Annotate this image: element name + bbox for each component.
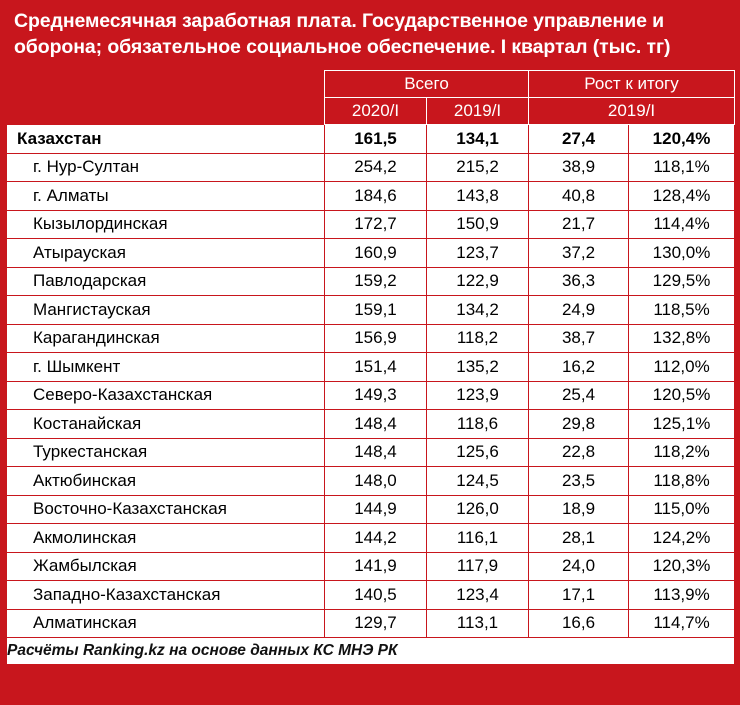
- cell-value-2020: 144,2: [325, 524, 427, 553]
- cell-region: Западно-Казахстанская: [7, 581, 325, 610]
- cell-value-2020: 184,6: [325, 182, 427, 211]
- table-row: [7, 353, 735, 382]
- cell-value-2020: 140,5: [325, 581, 427, 610]
- cell-value-2019: 215,2: [427, 153, 529, 182]
- cell-region: Кызылординская: [7, 210, 325, 239]
- cell-value-2019: 113,1: [427, 609, 529, 638]
- cell-diff: 27,4: [529, 125, 629, 154]
- cell-value-2019: 134,1: [427, 125, 529, 154]
- cell-value-2019: 134,2: [427, 296, 529, 325]
- cell-region: Северо-Казахстанская: [7, 381, 325, 410]
- cell-growth: 132,8%: [629, 324, 735, 353]
- table-row: [7, 210, 735, 239]
- cell-growth: 112,0%: [629, 353, 735, 382]
- source-note-row: [7, 638, 735, 665]
- source-note: Расчёты Ranking.kz на основе данных КС МНЭ РК: [7, 638, 735, 665]
- cell-value-2019: 123,7: [427, 239, 529, 268]
- table-header-sub-row: [7, 98, 735, 125]
- cell-diff: 22,8: [529, 438, 629, 467]
- cell-value-2020: 159,2: [325, 267, 427, 296]
- table-header-group-row: [7, 71, 735, 98]
- table-row: [7, 581, 735, 610]
- cell-value-2020: 159,1: [325, 296, 427, 325]
- header-col-growth-2019: 2019/I: [529, 98, 735, 125]
- cell-value-2020: 161,5: [325, 125, 427, 154]
- cell-region: Атырауская: [7, 239, 325, 268]
- cell-growth: 129,5%: [629, 267, 735, 296]
- cell-growth: 128,4%: [629, 182, 735, 211]
- cell-growth: 125,1%: [629, 410, 735, 439]
- table-row: [7, 153, 735, 182]
- header-group-total: Всего: [325, 71, 529, 98]
- cell-value-2020: 254,2: [325, 153, 427, 182]
- table-row: [7, 267, 735, 296]
- table-header: [7, 71, 735, 125]
- cell-value-2020: 156,9: [325, 324, 427, 353]
- cell-region: Мангистауская: [7, 296, 325, 325]
- cell-value-2019: 122,9: [427, 267, 529, 296]
- cell-value-2019: 117,9: [427, 552, 529, 581]
- cell-value-2020: 149,3: [325, 381, 427, 410]
- cell-value-2020: 172,7: [325, 210, 427, 239]
- table-row: [7, 296, 735, 325]
- cell-value-2020: 160,9: [325, 239, 427, 268]
- table-row: [7, 609, 735, 638]
- cell-region: Костанайская: [7, 410, 325, 439]
- table-row: [7, 381, 735, 410]
- table-row: [7, 552, 735, 581]
- cell-diff: 24,0: [529, 552, 629, 581]
- cell-value-2019: 150,9: [427, 210, 529, 239]
- cell-value-2019: 123,4: [427, 581, 529, 610]
- header-col-2019: 2019/I: [427, 98, 529, 125]
- cell-diff: 23,5: [529, 467, 629, 496]
- cell-value-2019: 123,9: [427, 381, 529, 410]
- cell-value-2019: 116,1: [427, 524, 529, 553]
- header-col-2020: 2020/I: [325, 98, 427, 125]
- table-footer: [7, 638, 735, 665]
- cell-region: Акмолинская: [7, 524, 325, 553]
- cell-region: Павлодарская: [7, 267, 325, 296]
- cell-value-2019: 124,5: [427, 467, 529, 496]
- cell-diff: 18,9: [529, 495, 629, 524]
- cell-value-2020: 144,9: [325, 495, 427, 524]
- cell-growth: 118,2%: [629, 438, 735, 467]
- cell-value-2019: 143,8: [427, 182, 529, 211]
- cell-diff: 36,3: [529, 267, 629, 296]
- cell-growth: 120,5%: [629, 381, 735, 410]
- cell-diff: 16,2: [529, 353, 629, 382]
- cell-diff: 17,1: [529, 581, 629, 610]
- page-title: Среднемесячная заработная плата. Государственное управление и оборона; обязательное социальное обеспечение. I квартал (тыс. тг): [14, 10, 671, 58]
- cell-value-2019: 126,0: [427, 495, 529, 524]
- cell-growth: 114,4%: [629, 210, 735, 239]
- cell-region: Карагандинская: [7, 324, 325, 353]
- cell-value-2020: 141,9: [325, 552, 427, 581]
- cell-region: Актюбинская: [7, 467, 325, 496]
- table-row: [7, 324, 735, 353]
- cell-value-2019: 118,2: [427, 324, 529, 353]
- cell-diff: 38,9: [529, 153, 629, 182]
- cell-growth: 118,8%: [629, 467, 735, 496]
- cell-growth: 114,7%: [629, 609, 735, 638]
- cell-value-2020: 129,7: [325, 609, 427, 638]
- cell-value-2019: 118,6: [427, 410, 529, 439]
- table-row: [7, 125, 735, 154]
- cell-region: г. Нур-Султан: [7, 153, 325, 182]
- table-row: [7, 239, 735, 268]
- cell-growth: 124,2%: [629, 524, 735, 553]
- cell-growth: 118,5%: [629, 296, 735, 325]
- cell-diff: 40,8: [529, 182, 629, 211]
- cell-value-2019: 125,6: [427, 438, 529, 467]
- cell-region: г. Шымкент: [7, 353, 325, 382]
- cell-value-2019: 135,2: [427, 353, 529, 382]
- cell-growth: 130,0%: [629, 239, 735, 268]
- cell-growth: 120,3%: [629, 552, 735, 581]
- cell-diff: 25,4: [529, 381, 629, 410]
- cell-region: Алматинская: [7, 609, 325, 638]
- header-group-growth: Рост к итогу: [529, 71, 735, 98]
- cell-growth: 115,0%: [629, 495, 735, 524]
- header-corner-blank: [7, 71, 325, 98]
- wages-table: [6, 70, 735, 665]
- table-row: [7, 495, 735, 524]
- cell-region: Жамбылская: [7, 552, 325, 581]
- table-row: [7, 182, 735, 211]
- cell-region: Туркестанская: [7, 438, 325, 467]
- cell-value-2020: 151,4: [325, 353, 427, 382]
- cell-diff: 37,2: [529, 239, 629, 268]
- cell-growth: 118,1%: [629, 153, 735, 182]
- cell-diff: 16,6: [529, 609, 629, 638]
- table-row: [7, 467, 735, 496]
- table-body: [7, 125, 735, 638]
- cell-value-2020: 148,0: [325, 467, 427, 496]
- cell-diff: 21,7: [529, 210, 629, 239]
- cell-diff: 38,7: [529, 324, 629, 353]
- cell-growth: 120,4%: [629, 125, 735, 154]
- table-row: [7, 438, 735, 467]
- cell-region: г. Алматы: [7, 182, 325, 211]
- cell-value-2020: 148,4: [325, 410, 427, 439]
- cell-growth: 113,9%: [629, 581, 735, 610]
- cell-diff: 24,9: [529, 296, 629, 325]
- cell-region: Казахстан: [7, 125, 325, 154]
- cell-region: Восточно-Казахстанская: [7, 495, 325, 524]
- header-corner-blank-2: [7, 98, 325, 125]
- table-row: [7, 410, 735, 439]
- cell-value-2020: 148,4: [325, 438, 427, 467]
- cell-diff: 28,1: [529, 524, 629, 553]
- table-row: [7, 524, 735, 553]
- cell-diff: 29,8: [529, 410, 629, 439]
